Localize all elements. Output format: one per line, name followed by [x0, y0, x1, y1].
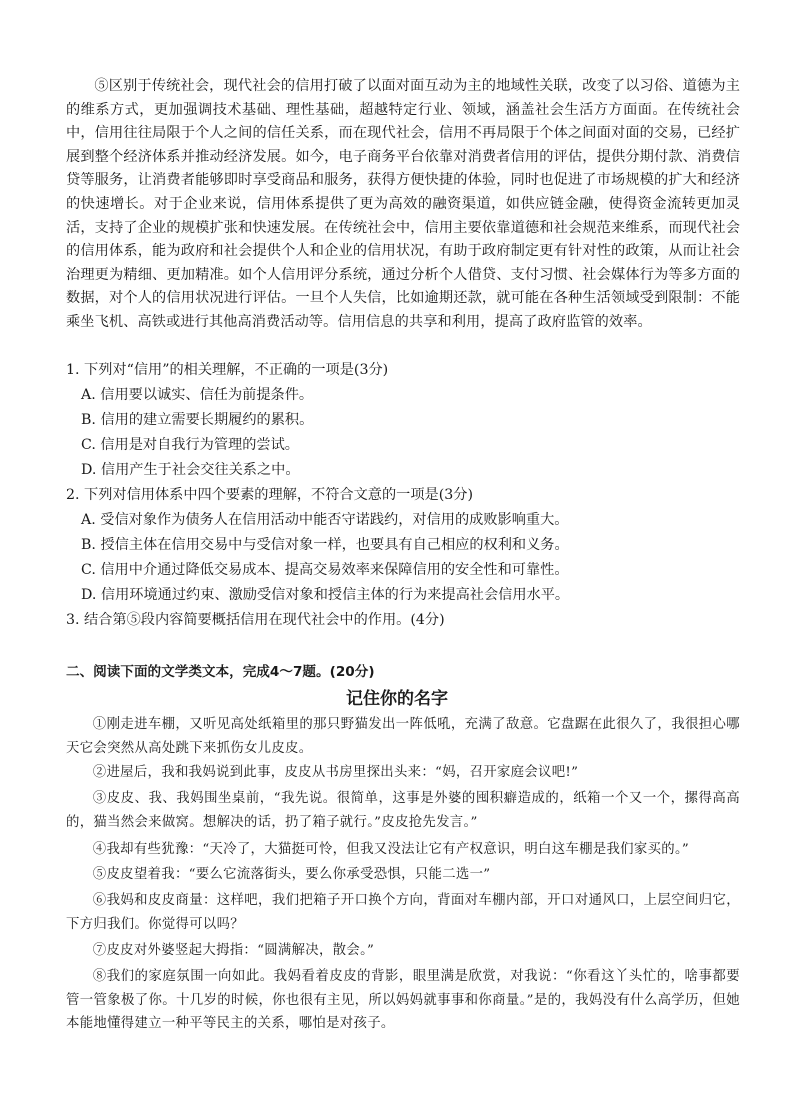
- question-2-option-a: A. 受信对象作为债务人在信用活动中能否守诺践约，对信用的成败影响重大。: [81, 512, 569, 528]
- question-3-stem: 3. 结合第⑤段内容简要概括信用在现代社会中的作用。(4分): [66, 612, 445, 628]
- story-paragraph-4: ④我却有些犹豫：“天冷了，大猫挺可怜，但我又没法让它有产权意识，明白这车棚是我们家买的。”: [92, 842, 690, 857]
- story-paragraph-7: ⑦皮皮对外婆竖起大拇指：“圆满解决，散会。”: [92, 943, 375, 958]
- question-1-option-d: D. 信用产生于社会交往关系之中。: [81, 462, 300, 478]
- section-2-heading: 二、阅读下面的文学类文本，完成4～7题。(20分): [66, 664, 375, 680]
- question-2-option-d: D. 信用环境通过约束、激励受信对象和授信主体的行为来提高社会信用水平。: [81, 587, 570, 603]
- question-2-option-b: B. 授信主体在信用交易中与受信对象一样，也要具有自己相应的权利和义务。: [81, 537, 569, 553]
- question-1-stem: 1. 下列对“信用”的相关理解，不正确的一项是(3分): [66, 362, 389, 378]
- story-paragraph-6: ⑥我妈和皮皮商量：这样吧，我们把箱子开口换个方向，背面对车棚内部，开口对通风口，上层空间归它，下方归我们。你觉得可以吗？: [66, 893, 740, 932]
- story-title: 记住你的名字: [346, 689, 448, 709]
- story-paragraph-1: ①刚走进车棚，又听见高处纸箱里的那只野猫发出一阵低吼，充满了敌意。它盘踞在此很久了，我很担心哪天它会突然从高处跳下来抓伤女儿皮皮。: [66, 717, 740, 756]
- question-1-option-b: B. 信用的建立需要长期履约的累积。: [81, 412, 314, 428]
- story-paragraph-8: ⑧我们的家庭氛围一向如此。我妈看着皮皮的背影，眼里满是欣赏，对我说：“你看这丫头忙的，啥事都要管一管象极了你。十几岁的时候，你也很有主见，所以妈妈就事事和你商量。”是的，我妈没有什么高学历，但她本能地懂得建立一种平等民主的关系，哪怕是对孩子。: [66, 969, 740, 1031]
- question-2-option-c: C. 信用中介通过降低交易成本、提高交易效率来保障信用的安全性和可靠性。: [81, 562, 569, 578]
- story-paragraph-3: ③皮皮、我、我妈围坐桌前，“我先说。很简单，这事是外婆的囤积癖造成的，纸箱一个又一个，摞得高高的，猫当然会来做窝。想解决的话，扔了箱子就行。”皮皮抢先发言。”: [66, 791, 740, 830]
- question-1-option-a: A. 信用要以诚实、信任为前提条件。: [81, 387, 314, 403]
- question-1-option-c: C. 信用是对自我行为管理的尝试。: [81, 437, 299, 453]
- story-paragraph-5: ⑤皮皮望着我：“要么它流落街头，要么你承受恐惧，只能二选一”: [92, 867, 491, 882]
- passage-paragraph-5: ⑤区别于传统社会，现代社会的信用打破了以面对面互动为主的地域性关联，改变了以习俗、道德为主的维系方式，更加强调技术基础、理性基础，超越特定行业、领域，涵盖社会生活方方面面。在传统社会中，信用往往局限于个人之间的信任关系，而在现代社会，信用不再局限于个体之间面对面的交易，已经扩展到整个经济体系并推动经济发展。如今，电子商务平台依靠对消费者信用的评估，提供分期付款、消费信贷等服务，让消费者能够即时享受商品和服务，获得方便快捷的体验，同时也促进了市场规模的扩大和经济的快速增长。对于企业来说，信用体系提供了更为高效的融资渠道，如供应链金融，使得资金流转更加灵活，支持了企业的规模扩张和快速发展。在传统社会中，信用主要依靠道德和社会规范来维系，而现代社会的信用体系，能为政府和社会提供个人和企业的信用状况，有助于政府制定更有针对性的政策，从而让社会治理更为精细、更加精准。如个人信用评分系统，通过分析个人借贷、支付习惯、社会媒体行为等多方面的数据，对个人的信用状况进行评估。一旦个人失信，比如逾期还款，就可能在各种生活领域受到限制：不能乘坐飞机、高铁或进行其他高消费活动等。信用信息的共享和利用，提高了政府监管的效率。: [66, 78, 740, 330]
- story-paragraph-2: ②进屋后，我和我妈说到此事，皮皮从书房里探出头来：“妈，召开家庭会议吧!”: [92, 765, 579, 780]
- question-2-stem: 2. 下列对信用体系中四个要素的理解，不符合文意的一项是(3分): [66, 487, 474, 503]
